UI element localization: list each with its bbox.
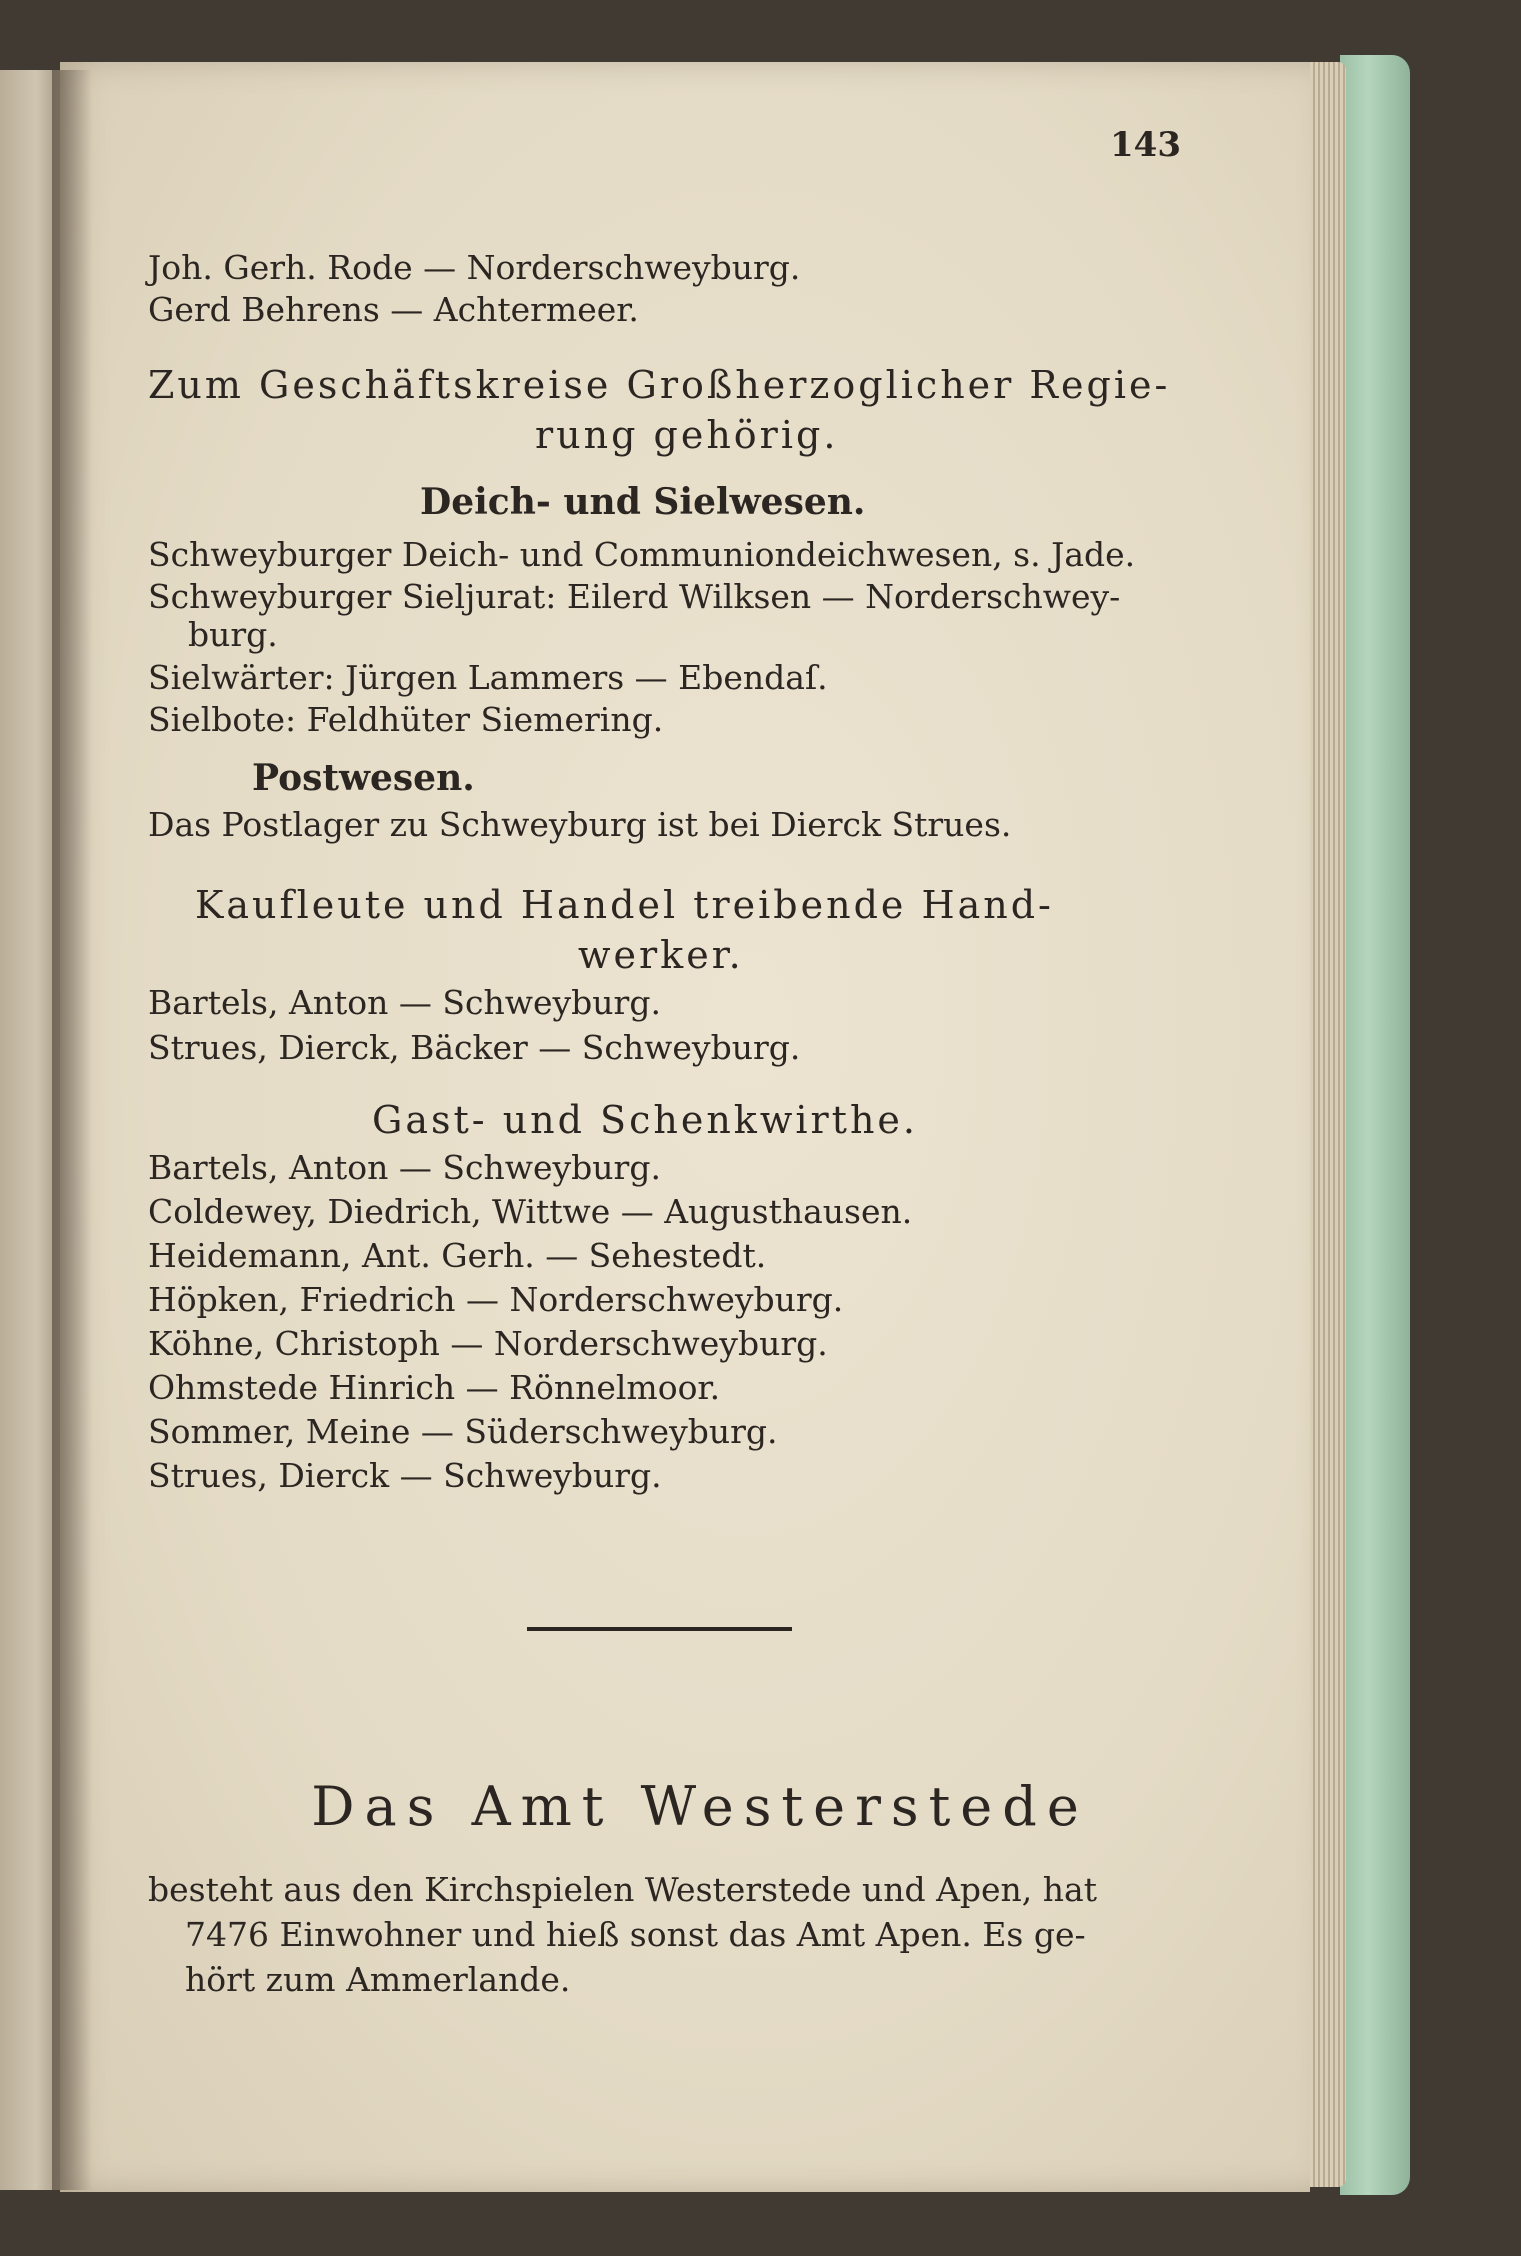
text-line: Schweyburger Deich- und Communiondeichwesen, s. Jade. bbox=[148, 535, 1136, 574]
heading-line: werker. bbox=[578, 933, 744, 977]
text-line: Bartels, Anton — Schweyburg. bbox=[148, 983, 661, 1022]
text-line: Heidemann, Ant. Gerh. — Sehestedt. bbox=[148, 1236, 767, 1275]
text-line: Das Postlager zu Schweyburg ist bei Dierck Strues. bbox=[148, 805, 1012, 844]
heading-line: Zum Geschäftskreise Großherzoglicher Regie- bbox=[148, 363, 1171, 407]
text-line: Sielbote: Feldhüter Siemering. bbox=[148, 700, 664, 739]
book-cover-edge bbox=[1340, 55, 1410, 2195]
section-divider bbox=[527, 1627, 792, 1631]
text-line: Schweyburger Sieljurat: Eilerd Wilksen — Norderschwey- bbox=[148, 577, 1121, 616]
text-line: burg. bbox=[188, 615, 278, 654]
section-heading-gast: Gast- und Schenkwirthe. bbox=[372, 1098, 918, 1142]
text-line: Joh. Gerh. Rode — Norderschweyburg. bbox=[148, 248, 801, 287]
text-line: Bartels, Anton — Schweyburg. bbox=[148, 1148, 661, 1187]
text-line: Sommer, Meine — Süderschweyburg. bbox=[148, 1412, 778, 1451]
text-line: besteht aus den Kirchspielen Westerstede und Apen, hat bbox=[148, 1870, 1097, 1909]
text-line: hört zum Ammerlande. bbox=[185, 1960, 571, 1999]
text-line: Sielwärter: Jürgen Lammers — Ebendaſ. bbox=[148, 658, 828, 697]
text-line: Ohmstede Hinrich — Rönnelmoor. bbox=[148, 1368, 721, 1407]
page-number: 143 bbox=[1110, 125, 1181, 165]
text-line: Höpken, Friedrich — Norderschweyburg. bbox=[148, 1280, 844, 1319]
previous-page-edge bbox=[0, 70, 60, 2190]
heading-line: rung gehörig. bbox=[535, 413, 839, 457]
section-heading-deich: Deich- und Sielwesen. bbox=[420, 481, 866, 523]
text-line: Strues, Dierck, Bäcker — Schweyburg. bbox=[148, 1028, 801, 1067]
heading-line: Kaufleute und Handel treibende Hand- bbox=[195, 883, 1054, 927]
text-line: Strues, Dierck — Schweyburg. bbox=[148, 1456, 662, 1495]
gutter-shadow bbox=[52, 70, 92, 2190]
section-heading-post: Postwesen. bbox=[252, 757, 475, 799]
text-line: Gerd Behrens — Achtermeer. bbox=[148, 290, 639, 329]
section-title-amt-westerstede: Das Amt Westerstede bbox=[311, 1775, 1089, 1838]
text-line: 7476 Einwohner und hieß sonst das Amt Apen. Es ge- bbox=[185, 1915, 1086, 1954]
text-line: Köhne, Christoph — Norderschweyburg. bbox=[148, 1324, 828, 1363]
text-line: Coldewey, Diedrich, Wittwe — Augusthausen. bbox=[148, 1192, 913, 1231]
